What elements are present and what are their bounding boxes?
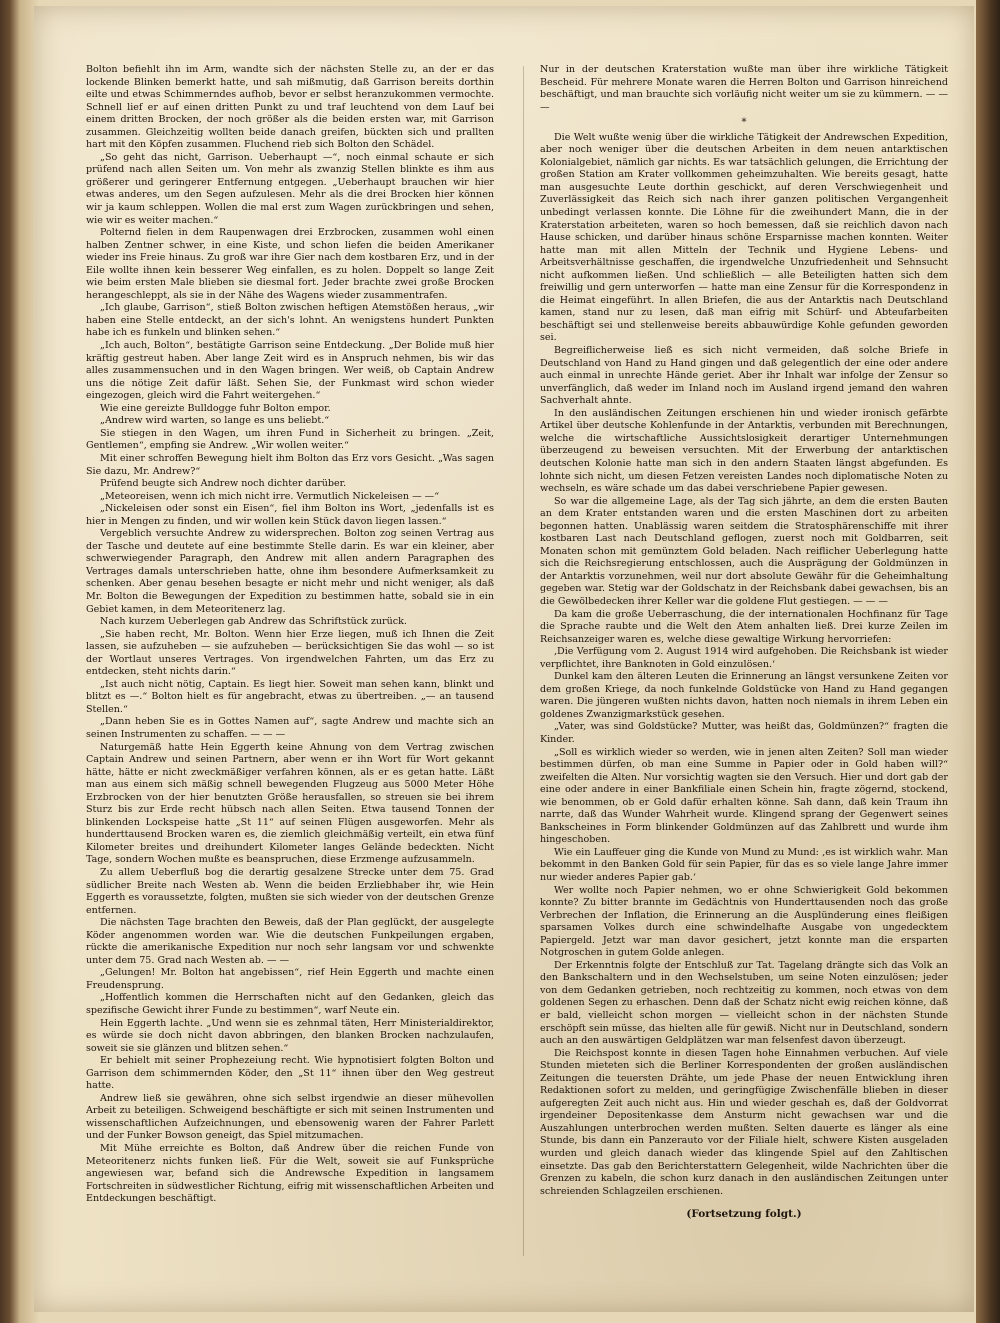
paragraph: „Ich glaube, Garrison“, stieß Bolton zwischen heftigen Atemstößen heraus, „wir haben eine Stelle entdeckt, an der sich's lohnt. An wenigstens hundert Punkten habe ich es funkeln und blinken sehen.“ [86,302,494,339]
paragraph: „Soll es wirklich wieder so werden, wie in jenen alten Zeiten? Soll man wieder bestimmen dürfen, ob man eine Summe in Papier oder in Gold haben will?“ zweifelten die Alten. Nur vorsichtig wagten sie den Versuch. Hier und dort gab der eine oder andere in einer Bankfiliale einen Schein hin, fragte zögernd, stockend, wie benommen, ob er Gold dafür erhalten könne. Sah dann, daß kein Traum ihn narrte, daß das Wunder Wahrheit wurde. Klingend sprang der Gegenwert seines Bankscheines in Form blinkender Goldmünzen auf das Zahlbrett und wurde ihm hingeschoben. [540,746,948,846]
paragraph: Bolton befiehlt ihn im Arm, wandte sich der nächsten Stelle zu, an der er das lockende Blinken bemerkt hatte, und sah mißmutig, daß Garrison bereits dorthin eilte und etwas Schimmerndes aufhob, bevor er selbst heranzukommen vermochte. Schnell lief er auf einen dritten Punkt zu und traf leuchtend von dem Lauf bei einem dritten Brocken, der noch größer als die beiden ersten war, mit Garrison zusammen. Gleichzeitig wollten beide danach greifen, bückten sich und prallten hart mit den Köpfen zusammen. Fluchend rieb sich Bolton den Schädel. [86,64,494,151]
paragraph: Begreiflicherweise ließ es sich nicht vermeiden, daß solche Briefe in Deutschland von Hand zu Hand gingen und daß gelegentlich der eine oder andere auch einmal in unrechte Hände geriet. Aber ihr Inhalt war infolge der Zensur so unverfänglich, daß weder im Inland noch im Ausland irgend jemand den wahren Sachverhalt ahnte. [540,345,948,407]
right-column [540,64,948,1264]
paragraph: Der Erkenntnis folgte der Entschluß zur Tat. Tagelang drängte sich das Volk an den Bankschaltern und in den Wechselstuben, um seine Noten einzulösen; jeder von dem Gedanken getrieben, noch rechtzeitig zu kommen, noch etwas von dem goldenen Segen zu erhaschen. Denn daß der Schatz nicht ewig reichen könne, daß er bald, vielleicht schon morgen — vielleicht schon in der nächsten Stunde erschöpft sein müsse, das hielten alle für gewiß. Nicht nur in Deutschland, sondern auch an den auswärtigen Geldplätzen war man felsenfest davon überzeugt. [540,959,948,1047]
left-column [86,64,494,1264]
paragraph: „Sie haben recht, Mr. Bolton. Wenn hier Erze liegen, muß ich Ihnen die Zeit lassen, sie aufzuheben — sie aufzuheben — berücksichtigen Sie das wohl — so ist der Wortlaut unseres Vertrages. Von irgendwelchen Fahrten, um das Erz zu entdecken, steht nichts darin.“ [86,628,494,678]
paragraph: „Ich auch, Bolton“, bestätigte Garrison seine Entdeckung. „Der Bolide muß hier kräftig gestreut haben. Aber lange Zeit wird es in Anspruch nehmen, bis wir das alles zusammensuchen und in den Wagen bringen. Wer weiß, ob Captain Andrew uns die nötige Zeit dafür läßt. Sehen Sie, der Funkmast wird schon wieder eingezogen, gleich wird die Fahrt weitergehen.“ [86,340,494,402]
paragraph: Wie ein Lauffeuer ging die Kunde von Mund zu Mund: ‚es ist wirklich wahr. Man bekommt in den Banken Gold für sein Papier, für das es so viele lange Jahre immer nur wieder anderes Papier gab.‘ [540,846,948,883]
column-divider [523,66,524,1256]
binding-edge [976,0,1000,1323]
paragraph: „Nickeleisen oder sonst ein Eisen“, fiel ihm Bolton ins Wort, „jedenfalls ist es hier in Mengen zu finden, und wir wollen kein Stück davon liegen lassen.“ [86,503,494,527]
paragraph: Die nächsten Tage brachten den Beweis, daß der Plan geglückt, der ausgelegte Köder angenommen worden war. Wie die deutschen Funkpeilungen ergaben, rückte die amerikanische Expedition nur noch sehr langsam vor und schwenkte unter dem 75. Grad nach Westen ab. — — [86,917,494,966]
paragraph: ‚Die Verfügung vom 2. August 1914 wird aufgehoben. Die Reichsbank ist wieder verpflichtet, ihre Banknoten in Gold einzulösen.‘ [540,646,948,670]
paragraph: Wer wollte noch Papier nehmen, wo er ohne Schwierigkeit Gold bekommen konnte? Zu bitter brannte im Gedächtnis von Hunderttausenden noch das große Verbrechen der Inflation, die Erinnerung an die Ausplünderung eines fleißigen sparsamen Volkes durch eine schwindelhafte Ausgabe von ungedecktem Papiergeld. Jetzt war man davor gesichert, jetzt konnte man die ersparten Notgroschen in gutem Golde anlegen. [540,884,948,959]
paragraph: Polternd fielen in dem Raupenwagen drei Erzbrocken, zusammen wohl einen halben Zentner schwer, in eine Kiste, und schon liefen die beiden Amerikaner wieder ins Freie hinaus. Zu groß war ihre Gier nach dem kostbaren Erz, und in der Eile wollte ihnen kein besserer Weg einfallen, es zu holen. Doppelt so lange Zeit wie beim ersten Male blieben sie diesmal fort. Jeder brachte zwei große Brocken herangeschleppt, als sie in der Nähe des Wagens wieder zusammentrafen. [86,227,494,301]
paragraph: Sie stiegen in den Wagen, um ihren Fund in Sicherheit zu bringen. „Zeit, Gentlemen“, empfing sie Andrew. „Wir wollen weiter.“ [86,427,494,452]
paragraph: „Gelungen! Mr. Bolton hat angebissen“, rief Hein Eggerth und machte einen Freudensprung. [86,967,494,991]
paragraph: „Ist auch nicht nötig, Captain. Es liegt hier. Soweit man sehen kann, blinkt und blitzt es —.“ Bolton hielt es für angebracht, etwas zu übertreiben. „— an tausend Stellen.“ [86,678,494,715]
paragraph: „Dann heben Sie es in Gottes Namen auf“, sagte Andrew und machte sich an seinen Instrumenten zu schaffen. — — — [86,716,494,740]
paragraph: Er behielt mit seiner Prophezeiung recht. Wie hypnotisiert folgten Bolton und Garrison dem schimmernden Köder, den „St 11“ ihnen über den Weg gestreut hatte. [86,1055,494,1092]
paragraph: Dunkel kam den älteren Leuten die Erinnerung an längst versunkene Zeiten vor dem großen Kriege, da noch funkelnde Goldstücke von Hand zu Hand gegangen waren. Die jüngeren wußten nichts davon, hatten noch niemals in ihrem Leben ein goldenes Zwanzigmarkstück gesehen. [540,671,948,720]
paragraph: Da kam die große Ueberraschung, die der internationalen Hochfinanz für Tage die Sprache raubte und die Welt den Atem anhalten ließ. Drei kurze Zeilen im Reichsanzeiger waren es, welche diese gewaltige Wirkung hervorriefen: [540,608,948,645]
paragraph: Die Welt wußte wenig über die wirkliche Tätigkeit der Andrewschen Expedition, aber noch weniger über die deutschen Arbeiten in dem neuen antarktischen Kolonialgebiet, nämlich gar nichts. Es war tatsächlich gelungen, die Errichtung der großen Station am Krater vollkommen geheimzuhalten. Wie bereits gesagt, hatte man ausgesuchte Leute dorthin geschickt, auf deren Verschwiegenheit und Zuverlässigkeit das Reich sich nach ihrer ganzen politischen Vergangenheit unbedingt verlassen konnte. Die Löhne für die zweihundert Mann, die in der Kraterstation arbeiteten, waren so hoch bemessen, daß sie reichlich davon nach Hause schicken, und darüber hinaus schöne Ersparnisse machen konnten. Weiter hatte man mit allen Mitteln der Technik und Hygiene Lebens- und Arbeitsverhältnisse geschaffen, die irgendwelche Unzufriedenheit und Sehnsucht nicht aufkommen ließen. Und schließlich — alle Beteiligten hatten sich dem freiwillig und gern unterworfen — hatte man eine Zensur für die Korrespondenz in die Heimat eingeführt. In allen Briefen, die aus der Antarktis nach Deutschland kamen, stand nur zu lesen, daß man eifrig mit Schürf- und Abteufarbeiten beschäftigt sei und stellenweise bereits abbauwürdige Kohle gefunden geworden sei. [540,131,948,344]
paragraph: Zu allem Ueberfluß bog die derartig gesalzene Strecke unter dem 75. Grad südlicher Breite nach Westen ab. Wenn die beiden Erzliebhaber ihr, wie Hein Eggerth es voraussetzte, folgten, mußten sie sich wieder von der deutschen Grenze entfernen. [86,867,494,916]
paragraph: „Andrew wird warten, so lange es uns beliebt.“ [100,415,330,427]
paragraph: Die Reichspost konnte in diesen Tagen hohe Einnahmen verbuchen. Auf viele Stunden mieteten sich die Berliner Korrespondenten der großen ausländischen Zeitungen die teuersten Drähte, um jede Phase der neuen Entwicklung ihren Redaktionen sofort zu melden, und geringfügige Zwischenfälle blieben in dieser aufgeregten Zeit auch nicht aus. Hin und wieder geschah es, daß der Goldvorrat irgendeiner Depositenkasse dem Ansturm nicht gewachsen war und die Auszahlungen unterbrochen werden mußten. Selten dauerte es länger als eine Stunde, bis dann ein Panzerauto vor der Filiale hielt, schwere Kisten ausgeladen wurden und gleich danach wieder das klingende Spiel auf den Zahltischen einsetzte. Das gab den Berichterstattern Gelegenheit, wilde Nachrichten über die Grenzen zu kabeln, die schon kurz danach in den ausländischen Zeitungen unter schreienden Schlagzeilen erschienen. [540,1047,948,1197]
paragraph: So war die allgemeine Lage, als der Tag sich jährte, an dem die ersten Bauten an dem Krater entstanden waren und die ersten Maschinen dort zu arbeiten begonnen hatten. Unablässig waren seitdem die Stratosphärenschiffe mit ihrer kostbaren Last nach Deutschland geflogen, zuerst noch mit Goldbarren, seit Monaten schon mit gemünztem Gold beladen. Nach reiflicher Ueberlegung hatte sich die Reichsregierung entschlossen, auch die Ausprägung der Goldmünzen in der Antarktis vorzunehmen, weil nur dort absolute Gewähr für die Geheimhaltung gegeben war. Stetig war der Goldschatz in der Reichsbank dabei gewachsen, bis an die Gewölbedecken ihrer Keller war die goldene Flut gestiegen. — — — [540,495,948,607]
paragraph: Mit Mühe erreichte es Bolton, daß Andrew über die reichen Funde von Meteoritenerz nichts funken ließ. Für die Welt, soweit sie auf Funksprüche angewiesen war, befand sich die Andrewsche Expedition in langsamem Fortschreiten in südwestlicher Richtung, eifrig mit wissenschaftlichen Arbeiten und Entdeckungen beschäftigt. [86,1143,494,1205]
paragraph: „Hoffentlich kommen die Herrschaften nicht auf den Gedanken, gleich das spezifische Gewicht ihrer Funde zu bestimmen“, warf Neute ein. [86,992,494,1017]
paragraph: In den ausländischen Zeitungen erschienen hin und wieder ironisch gefärbte Artikel über deutsche Kohlenfunde in der Antarktis, verbunden mit Berechnungen, welche die wirtschaftliche Aussichtslosigkeit derartiger Unternehmungen überzeugend zu beweisen versuchten. Mit der Erwerbung der antarktischen deutschen Kolonie hatte man sich in den andern Staaten längst abgefunden. Es lohnte sich nicht, um diesen Fetzen vereisten Landes noch diplomatische Noten zu wechseln, es wäre schade um das dabei verschriebene Papier gewesen. [540,407,948,495]
paragraph: Andrew ließ sie gewähren, ohne sich selbst irgendwie an dieser mühevollen Arbeit zu beteiligen. Schweigend beschäftigte er sich mit seinen Instrumenten und wissenschaftlichen Aufzeichnungen, und ebensowenig waren der Fahrer Parlett und der Funker Bowson geneigt, das Spiel mitzumachen. [86,1092,494,1142]
paragraph: „So geht das nicht, Garrison. Ueberhaupt —“, noch einmal schaute er sich prüfend nach allen Seiten um. Von mehr als zwanzig Stellen blinkte es ihm aus größerer und geringerer Entfernung entgegen. „Ueberhaupt brauchen wir hier etwas anderes, um den Segen aufzulesen. Mehr als die drei Brocken hier können wir ja kaum schleppen. Wollen die mal erst zum Wagen zurückbringen und sehen, wie wir es weiter machen.“ [86,151,494,226]
paragraph: Mit einer schroffen Bewegung hielt ihm Bolton das Erz vors Gesicht. „Was sagen Sie dazu, Mr. Andrew?“ [86,452,494,477]
paragraph: Hein Eggerth lachte. „Und wenn sie es zehnmal täten, Herr Ministerialdirektor, es würde sie doch nicht davon abbringen, den blanken Brocken nachzulaufen, soweit sie sie glänzen und blitzen sehen.“ [86,1017,494,1054]
section-separator: * [741,117,747,129]
paragraph: Vergeblich versuchte Andrew zu widersprechen. Bolton zog seinen Vertrag aus der Tasche und deutete auf eine bestimmte Stelle darin. Es war ein kleiner, aber schwerwiegender Paragraph, den Andrew mit allen andern Paragraphen des Vertrages damals unterschrieben hatte, ohne ihm besondere Aufmerksamkeit zu schenken. Aber genau besehen besagte er nicht mehr und nicht weniger, als daß Mr. Bolton die Bewegungen der Expedition zu bestimmen hatte, sobald sie in ein Gebiet kamen, in dem Meteoritenerz lag. [86,528,494,615]
paragraph: Prüfend beugte sich Andrew noch dichter darüber. [100,478,347,490]
paragraph: „Vater, was sind Goldstücke? Mutter, was heißt das, Goldmünzen?“ fragten die Kinder. [540,721,948,745]
paragraph: Nach kurzem Ueberlegen gab Andrew das Schriftstück zurück. [100,616,407,628]
continuation-note: (Fortsetzung folgt.) [686,1208,802,1221]
paragraph: Nur in der deutschen Kraterstation wußte man über ihre wirkliche Tätigkeit Bescheid. Für mehrere Monate waren die Herren Bolton und Garrison hinreichend beschäftigt, und man brauchte sich vorläufig nicht weiter um sie zu kümmern. — — — [540,64,948,113]
paragraph: Wie eine gereizte Bulldogge fuhr Bolton empor. [100,402,331,414]
paragraph: „Meteoreisen, wenn ich mich nicht irre. Vermutlich Nickeleisen — —“ [100,490,440,502]
paragraph: Naturgemäß hatte Hein Eggerth keine Ahnung von dem Vertrag zwischen Captain Andrew und seinen Partnern, aber wenn er ihn Wort für Wort gekannt hätte, hätte er nicht zweckmäßiger verfahren können, als er es getan hatte. Läßt man aus einem sich mäßig schnell bewegenden Flugzeug aus 5000 Meter Höhe Erzbrocken von der hier benutzten Größe herausfallen, so streuen sie bei ihrem Sturz bis zur Erde recht hübsch nach allen Seiten. Etwa tausend Tonnen der blinkenden Lockspeise hatte „St 11“ auf seinen Flügen ausgeworfen. Mehr als hunderttausend Brocken waren es, die ziemlich gleichmäßig verteilt, ein etwa fünf Kilometer breites und dreihundert Kilometer langes Gelände bedeckten. Nicht Tage, sondern Wochen mußte es beanspruchen, diese Erzmenge aufzusammeln. [86,741,494,866]
